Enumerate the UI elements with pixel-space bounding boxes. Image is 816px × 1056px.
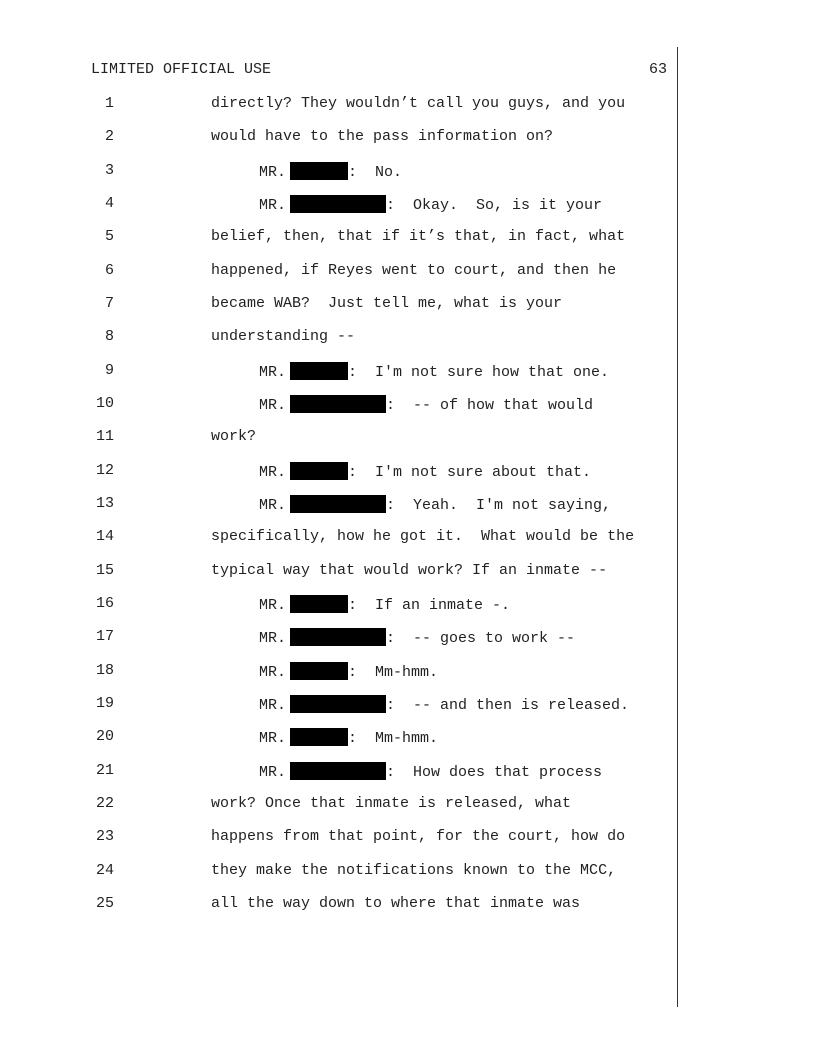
redaction-box [290,362,348,380]
speaker-line [259,495,611,514]
line-text: work? Once that inmate is released, what [211,795,572,812]
speaker-title: MR. [259,764,287,781]
line-number: 10 [95,395,114,412]
speaker-title: MR. [259,197,287,214]
redaction-box [290,628,386,646]
transcript-line [0,162,677,182]
speaker-line [259,162,402,181]
line-number: 22 [95,795,114,812]
line-number: 1 [104,95,114,112]
transcript-line [0,228,677,248]
line-text: : No. [348,164,403,181]
transcript-line [0,562,677,582]
speaker-title: MR. [259,164,287,181]
transcript-line [0,862,677,882]
transcript-line [0,828,677,848]
line-number: 14 [95,528,114,545]
line-number: 3 [104,162,114,179]
line-number: 7 [104,295,114,312]
line-number: 20 [95,728,114,745]
transcript-line [0,695,677,715]
line-number: 5 [104,228,114,245]
transcript-line [0,495,677,515]
line-number: 21 [95,762,114,779]
speaker-line [259,595,510,614]
line-number: 6 [104,262,114,279]
line-number: 18 [95,662,114,679]
line-number: 25 [95,895,114,912]
speaker-title: MR. [259,597,287,614]
redaction-box [290,495,386,513]
line-text: would have to the pass information on? [211,128,554,145]
transcript-line [0,628,677,648]
line-text: they make the notifications known to the MCC, [211,862,617,879]
line-number: 16 [95,595,114,612]
redaction-box [290,662,348,680]
transcript-line [0,795,677,815]
speaker-line [259,628,575,647]
transcript-line [0,95,677,115]
line-text: : -- and then is released. [386,697,630,714]
redaction-box [290,195,386,213]
transcript-line [0,195,677,215]
transcript-line [0,295,677,315]
transcript-line [0,362,677,382]
transcript-line [0,728,677,748]
line-text: became WAB? Just tell me, what is your [211,295,563,312]
line-text: understanding -- [211,328,356,345]
redaction-box [290,695,386,713]
speaker-line [259,695,629,714]
line-number: 13 [95,495,114,512]
speaker-title: MR. [259,364,287,381]
line-number: 17 [95,628,114,645]
speaker-line [259,362,609,381]
line-number: 2 [104,128,114,145]
redaction-box [290,728,348,746]
line-text: happens from that point, for the court, how do [211,828,626,845]
right-margin-rule [677,47,678,1007]
line-number: 9 [104,362,114,379]
transcript-line [0,662,677,682]
line-number: 23 [95,828,114,845]
speaker-line [259,395,593,414]
speaker-line [259,728,438,747]
line-number: 4 [104,195,114,212]
speaker-title: MR. [259,397,287,414]
line-text: directly? They wouldn’t call you guys, and you [211,95,626,112]
line-text: : -- goes to work -- [386,630,576,647]
speaker-line [259,195,602,214]
line-number: 8 [104,328,114,345]
transcript-line [0,595,677,615]
transcript-line [0,262,677,282]
line-text: : Mm-hmm. [348,664,439,681]
line-number: 11 [95,428,114,445]
line-text: : I'm not sure how that one. [348,364,610,381]
line-text: work? [211,428,257,445]
redaction-box [290,762,386,780]
speaker-title: MR. [259,697,287,714]
line-number: 19 [95,695,114,712]
speaker-title: MR. [259,497,287,514]
speaker-line [259,662,438,681]
line-text: specifically, how he got it. What would be the [211,528,635,545]
redaction-box [290,462,348,480]
line-text: : I'm not sure about that. [348,464,592,481]
line-text: : Okay. So, is it your [386,197,603,214]
redaction-box [290,395,386,413]
transcript-line [0,528,677,548]
redaction-box [290,595,348,613]
line-text: happened, if Reyes went to court, and then he [211,262,617,279]
line-text: : How does that process [386,764,603,781]
line-number: 15 [95,562,114,579]
page-number: 63 [648,61,667,78]
line-text: : If an inmate -. [348,597,511,614]
line-text: typical way that would work? If an inmate -- [211,562,608,579]
line-number: 24 [95,862,114,879]
line-text: : Mm-hmm. [348,730,439,747]
speaker-title: MR. [259,464,287,481]
transcript-line [0,128,677,148]
speaker-title: MR. [259,730,287,747]
transcript-line [0,895,677,915]
speaker-line [259,762,602,781]
transcript-line [0,328,677,348]
transcript-line [0,762,677,782]
line-number: 12 [95,462,114,479]
speaker-title: MR. [259,630,287,647]
speaker-line [259,462,591,481]
line-text: belief, then, that if it’s that, in fact, what [211,228,626,245]
line-text: all the way down to where that inmate was [211,895,581,912]
transcript-line [0,428,677,448]
page-header-classification: LIMITED OFFICIAL USE [91,61,272,78]
redaction-box [290,162,348,180]
transcript-line [0,395,677,415]
transcript-line [0,462,677,482]
speaker-title: MR. [259,664,287,681]
line-text: : Yeah. I'm not saying, [386,497,612,514]
line-text: : -- of how that would [386,397,594,414]
